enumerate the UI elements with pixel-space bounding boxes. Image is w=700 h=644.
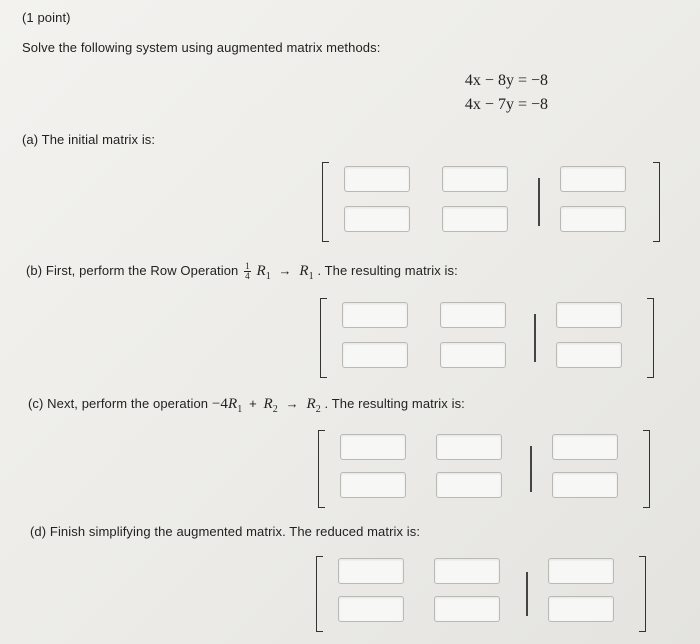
matrix-b-r1c1-input[interactable] [342, 302, 408, 328]
equation-2: 4x − 7y = −8 [464, 96, 548, 113]
matrix-b-r2c3-input[interactable] [556, 342, 622, 368]
matrix-c-r2c1-input[interactable] [340, 472, 406, 498]
part-a-label: (a) The initial matrix is: [22, 132, 156, 147]
arrow-icon: → [278, 262, 292, 278]
matrix-c [318, 430, 650, 508]
problem-instruction: Solve the following system using augmented matrix methods: [22, 40, 381, 55]
part-b-prefix: (b) First, perform the Row Operation [26, 262, 239, 278]
arrow-icon: → [285, 396, 299, 411]
augment-divider [538, 178, 540, 226]
matrix-d-r2c3-input[interactable] [548, 596, 614, 622]
augment-divider [530, 446, 532, 492]
matrix-c-r1c2-input[interactable] [436, 434, 502, 460]
matrix-d-r1c3-input[interactable] [548, 558, 614, 584]
matrix-a-r1c2-input[interactable] [442, 166, 508, 192]
matrix-a-r1c1-input[interactable] [344, 166, 410, 192]
equation-1: 4x − 8y = −8 [464, 72, 548, 89]
part-c-prefix: (c) Next, perform the operation [28, 396, 209, 411]
matrix-a-r2c2-input[interactable] [442, 206, 508, 232]
matrix-d-r1c2-input[interactable] [434, 558, 500, 584]
matrix-a [322, 162, 660, 242]
matrix-d-r2c1-input[interactable] [338, 596, 404, 622]
left-bracket [318, 430, 325, 508]
matrix-b-r1c3-input[interactable] [556, 302, 622, 328]
part-b-suffix: . The resulting matrix is: [317, 262, 458, 278]
part-d-label: (d) Finish simplifying the augmented matrix. The reduced matrix is: [30, 524, 421, 539]
matrix-b-r2c1-input[interactable] [342, 342, 408, 368]
matrix-c-r2c3-input[interactable] [552, 472, 618, 498]
right-bracket [643, 430, 650, 508]
fraction-one-quarter: $\frac{1}{4}$ [245, 261, 250, 281]
matrix-d [316, 556, 646, 632]
matrix-c-r2c2-input[interactable] [436, 472, 502, 498]
points-label: (1 point) [22, 10, 71, 25]
part-c-suffix: . The resulting matrix is: [324, 396, 465, 411]
right-bracket [653, 162, 660, 242]
right-bracket [639, 556, 646, 632]
right-bracket [647, 298, 654, 378]
left-bracket [320, 298, 327, 378]
matrix-c-r1c3-input[interactable] [552, 434, 618, 460]
matrix-b-r2c2-input[interactable] [440, 342, 506, 368]
matrix-a-r2c1-input[interactable] [344, 206, 410, 232]
left-bracket [316, 556, 323, 632]
matrix-d-r1c1-input[interactable] [338, 558, 404, 584]
augment-divider [526, 572, 528, 616]
part-b-label: (b) First, perform the Row Operation $\frac{1}{4}$ $R_1 \to R_1$ . The resulting matrix is: [26, 261, 458, 282]
matrix-b [320, 298, 654, 378]
augment-divider [534, 314, 536, 362]
left-bracket [322, 162, 329, 242]
matrix-a-r2c3-input[interactable] [560, 206, 626, 232]
matrix-b-r1c2-input[interactable] [440, 302, 506, 328]
matrix-a-r1c3-input[interactable] [560, 166, 626, 192]
matrix-d-r2c2-input[interactable] [434, 596, 500, 622]
part-c-label: (c) Next, perform the operation $-4R_1 + R_2 \to R_2$ . The resulting matrix is: [28, 396, 465, 415]
matrix-c-r1c1-input[interactable] [340, 434, 406, 460]
